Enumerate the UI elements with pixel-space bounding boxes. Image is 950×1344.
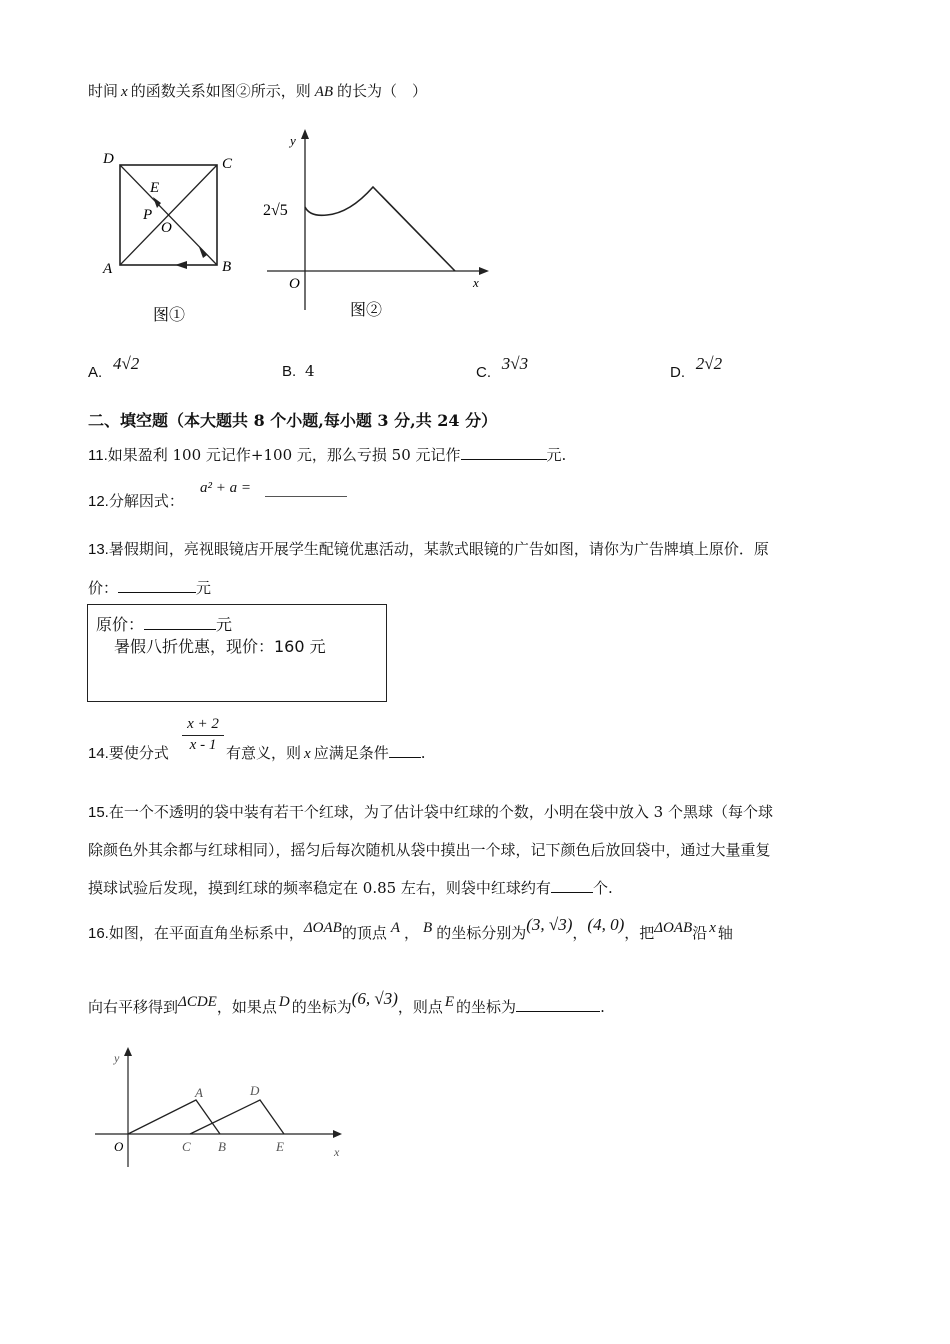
q16-fig-x: x <box>334 1145 340 1159</box>
fig2-x-label: x <box>473 275 479 290</box>
q16-answer-blank[interactable] <box>516 997 600 1012</box>
section-2-heading: 二、填空题（本大题共 8 个小题,每小题 3 分,共 24 分） <box>88 411 498 430</box>
option-b[interactable]: B. 4 <box>282 362 315 380</box>
q16-fig-A: A <box>195 1085 203 1100</box>
q16-fig-O: O <box>114 1139 124 1154</box>
question-15-line3: 摸球试验后发现，摸到红球的频率稳定在 0.85 左右，则袋中红球约有 个. <box>88 879 613 897</box>
q14-denominator: x - 1 <box>189 737 217 753</box>
option-a[interactable]: A. 4√2 <box>88 354 140 381</box>
ad-price-blank <box>144 615 216 630</box>
question-15-line1: 15.在一个不透明的袋中装有若干个红球，为了估计袋中红球的个数，小明在袋中放入 3 个黑球（每个球 <box>88 803 773 821</box>
q14-answer-blank[interactable] <box>389 743 421 758</box>
q16-fig-C: C <box>182 1139 191 1154</box>
fig1-label-C: C <box>222 156 233 172</box>
fig1-label-D: D <box>103 151 114 167</box>
q13-answer-blank[interactable] <box>118 578 196 593</box>
ad-line-1: 原价： 元 <box>96 615 233 634</box>
figure-1-square <box>95 145 245 330</box>
q10-tail-line: 时间 x 的函数关系如图②所示，则 AB 的长为（ ） <box>88 82 428 100</box>
fig2-caption: 图② <box>350 302 383 319</box>
question-13-line1: 13.暑假期间，亮视眼镜店开展学生配镜优惠活动，某款式眼镜的广告如图，请你为广告牌填上原价．原 <box>88 540 769 558</box>
fig1-label-E: E <box>150 180 160 196</box>
q12-answer-blank[interactable] <box>265 496 347 497</box>
fig1-label-A: A <box>103 261 113 277</box>
q16-fig-y: y <box>114 1051 120 1065</box>
q12-expression: a² + a = <box>200 480 251 496</box>
fig1-label-O: O <box>161 220 172 236</box>
question-12: 12.分解因式： <box>88 492 184 510</box>
q15-answer-blank[interactable] <box>551 878 593 893</box>
q16-fig-D: D <box>250 1083 260 1098</box>
fig1-caption: 图① <box>153 307 186 324</box>
option-c[interactable]: C. 3√3 <box>476 354 529 381</box>
fig2-y-label: y <box>290 133 296 148</box>
question-14-tail: 有意义，则 x 应满足条件 . <box>226 744 426 762</box>
question-13-line2: 价： 元 <box>88 579 212 597</box>
figure-q16-coordinate <box>90 1045 350 1175</box>
ad-line-2: 暑假八折优惠，现价：160 元 <box>114 637 326 656</box>
question-14: 14.要使分式 <box>88 744 169 762</box>
q14-fraction <box>182 716 224 754</box>
question-11: 11.如果盈利 100 元记作+100 元，那么亏损 50 元记作 元. <box>88 446 567 464</box>
q16-fig-B: B <box>218 1139 226 1154</box>
fig2-ytick: 2√5 <box>263 202 288 219</box>
option-d[interactable]: D. 2√2 <box>670 354 723 381</box>
q11-answer-blank[interactable] <box>461 445 547 460</box>
question-15-line2: 除颜色外其余都与红球相同），摇匀后每次随机从袋中摸出一个球，记下颜色后放回袋中，通过大量重复 <box>88 841 771 859</box>
fig2-origin: O <box>289 276 300 292</box>
q16-fig-E: E <box>276 1139 284 1154</box>
figure-2-graph <box>255 125 495 325</box>
fig1-label-B: B <box>222 259 232 275</box>
question-16-line2: 向右平移得到ΔCDE，如果点 D 的坐标为(6, √3)，则点 E 的坐标为 . <box>88 989 605 1016</box>
fig1-label-P: P <box>143 207 153 223</box>
q14-numerator: x + 2 <box>182 716 224 736</box>
question-16-line1: 16.如图，在平面直角坐标系中，ΔOAB的顶点 A ， B 的坐标分别为(3, √3)，(4, 0)，把ΔOAB沿 x 轴 <box>88 915 733 942</box>
